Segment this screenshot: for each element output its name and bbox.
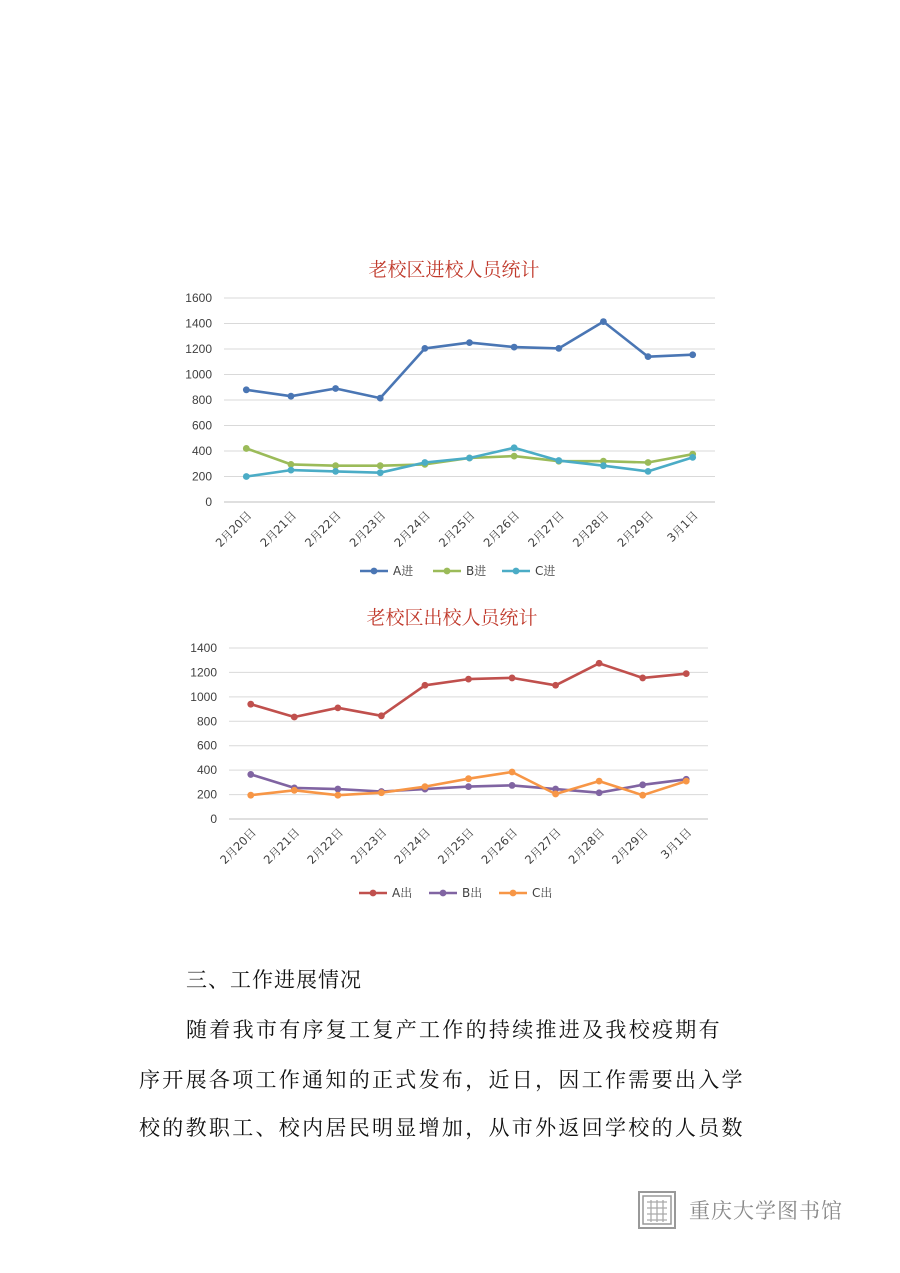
data-point bbox=[555, 457, 562, 464]
legend-marker bbox=[444, 568, 451, 575]
legend-label: C进 bbox=[535, 564, 556, 578]
data-point bbox=[334, 792, 341, 799]
x-tick-label: 2月24日 bbox=[391, 508, 433, 550]
legend-label: A出 bbox=[392, 886, 413, 900]
y-tick-label: 400 bbox=[191, 444, 212, 458]
data-point bbox=[689, 454, 696, 461]
data-point bbox=[555, 345, 562, 352]
data-point bbox=[645, 459, 652, 466]
data-point bbox=[596, 660, 603, 667]
data-point bbox=[639, 792, 646, 799]
data-point bbox=[465, 676, 472, 683]
legend-label: B出 bbox=[462, 886, 483, 900]
paragraph-line: 序开展各项工作通知的正式发布，近日，因工作需要出入学 bbox=[139, 1068, 745, 1092]
data-point bbox=[645, 468, 652, 475]
y-tick-label: 800 bbox=[196, 714, 217, 729]
data-point bbox=[243, 445, 250, 452]
library-seal-icon bbox=[637, 1190, 677, 1230]
data-point bbox=[421, 345, 428, 352]
x-tick-label: 2月27日 bbox=[525, 508, 567, 550]
x-tick-label: 3月1日 bbox=[657, 825, 695, 862]
y-tick-label: 400 bbox=[196, 763, 217, 778]
y-tick-label: 600 bbox=[191, 418, 212, 433]
data-point bbox=[291, 787, 298, 794]
chart-title: 老校区进校人员统计 bbox=[368, 259, 540, 281]
data-point bbox=[334, 704, 341, 711]
data-point bbox=[511, 444, 518, 451]
x-tick-label: 3月1日 bbox=[664, 508, 701, 545]
y-tick-label: 1600 bbox=[185, 291, 212, 305]
data-point bbox=[378, 789, 385, 796]
data-point bbox=[511, 344, 518, 351]
data-point bbox=[509, 675, 516, 682]
legend-label: C出 bbox=[532, 886, 553, 900]
data-point bbox=[596, 789, 603, 796]
x-tick-label: 2月28日 bbox=[565, 825, 608, 867]
x-tick-label: 2月21日 bbox=[260, 825, 303, 867]
x-tick-label: 2月26日 bbox=[480, 508, 523, 550]
x-tick-label: 2月23日 bbox=[347, 825, 390, 867]
data-point bbox=[332, 385, 339, 392]
legend-marker bbox=[513, 568, 520, 575]
data-point bbox=[247, 701, 254, 708]
y-tick-label: 1400 bbox=[190, 641, 217, 655]
x-tick-label: 2月29日 bbox=[609, 825, 651, 867]
legend-marker bbox=[370, 890, 377, 897]
y-tick-label: 1000 bbox=[185, 367, 212, 382]
x-tick-label: 2月20日 bbox=[217, 825, 259, 867]
legend-marker bbox=[371, 568, 378, 575]
data-point bbox=[645, 353, 652, 360]
legend-label: A进 bbox=[393, 564, 414, 578]
data-point bbox=[247, 792, 254, 799]
data-point bbox=[288, 467, 295, 474]
data-point bbox=[552, 791, 559, 798]
data-point bbox=[378, 712, 385, 719]
y-tick-label: 200 bbox=[191, 469, 212, 484]
x-tick-label: 2月25日 bbox=[435, 508, 478, 550]
data-point bbox=[465, 783, 472, 790]
y-tick-label: 800 bbox=[191, 393, 212, 407]
x-tick-label: 2月24日 bbox=[391, 825, 434, 867]
data-point bbox=[247, 771, 254, 778]
data-point bbox=[509, 782, 516, 789]
data-point bbox=[291, 714, 298, 721]
data-point bbox=[552, 682, 559, 689]
y-tick-label: 1200 bbox=[185, 342, 212, 356]
x-tick-label: 2月25日 bbox=[434, 825, 477, 867]
x-tick-label: 2月20日 bbox=[212, 508, 255, 550]
y-tick-label: 0 bbox=[205, 495, 212, 509]
chart-entry-statistics bbox=[0, 240, 900, 600]
data-point bbox=[596, 778, 603, 785]
library-watermark bbox=[637, 1190, 843, 1230]
x-tick-label: 2月22日 bbox=[304, 825, 346, 867]
x-tick-label: 2月27日 bbox=[522, 825, 564, 867]
data-point bbox=[334, 786, 341, 793]
data-point bbox=[509, 769, 516, 776]
x-tick-label: 2月26日 bbox=[478, 825, 521, 867]
y-tick-label: 0 bbox=[210, 812, 217, 826]
y-tick-label: 1000 bbox=[190, 689, 217, 704]
x-tick-label: 2月28日 bbox=[569, 508, 612, 550]
chart-exit-statistics bbox=[0, 595, 900, 915]
x-tick-label: 2月23日 bbox=[346, 508, 389, 550]
legend-label: B进 bbox=[466, 564, 487, 578]
data-point bbox=[377, 469, 384, 476]
y-tick-label: 600 bbox=[196, 738, 217, 753]
data-point bbox=[466, 455, 473, 462]
data-point bbox=[511, 453, 518, 460]
data-point bbox=[600, 318, 607, 325]
data-point bbox=[639, 675, 646, 682]
y-tick-label: 1400 bbox=[185, 316, 212, 331]
data-point bbox=[683, 778, 690, 785]
y-tick-label: 1200 bbox=[190, 665, 217, 680]
data-point bbox=[377, 462, 384, 469]
data-point bbox=[466, 339, 473, 346]
data-point bbox=[600, 462, 607, 469]
x-tick-label: 2月21日 bbox=[257, 508, 300, 550]
paragraph-line: 随着我市有序复工复产工作的持续推进及我校疫期有 bbox=[186, 1018, 722, 1042]
data-point bbox=[377, 395, 384, 402]
x-tick-label: 2月22日 bbox=[302, 508, 344, 550]
data-point bbox=[421, 459, 428, 466]
data-point bbox=[288, 393, 295, 400]
series-line bbox=[251, 663, 686, 717]
data-point bbox=[243, 386, 250, 393]
data-point bbox=[465, 775, 472, 782]
section-heading: 三、工作进展情况 bbox=[186, 968, 362, 992]
x-tick-label: 2月29日 bbox=[614, 508, 657, 550]
paragraph-line: 校的教职工、校内居民明显增加，从市外返回学校的人员数 bbox=[139, 1116, 745, 1140]
data-point bbox=[683, 670, 690, 677]
data-point bbox=[639, 781, 646, 788]
legend-marker bbox=[440, 890, 447, 897]
data-point bbox=[689, 351, 696, 358]
data-point bbox=[243, 473, 250, 480]
data-point bbox=[422, 783, 429, 790]
data-point bbox=[332, 468, 339, 475]
watermark-text: 重庆大学图书馆 bbox=[689, 1199, 843, 1223]
y-tick-label: 200 bbox=[196, 787, 217, 802]
series-line bbox=[246, 322, 692, 399]
chart-title: 老校区出校人员统计 bbox=[366, 607, 538, 629]
data-point bbox=[422, 682, 429, 689]
legend-marker bbox=[510, 890, 517, 897]
